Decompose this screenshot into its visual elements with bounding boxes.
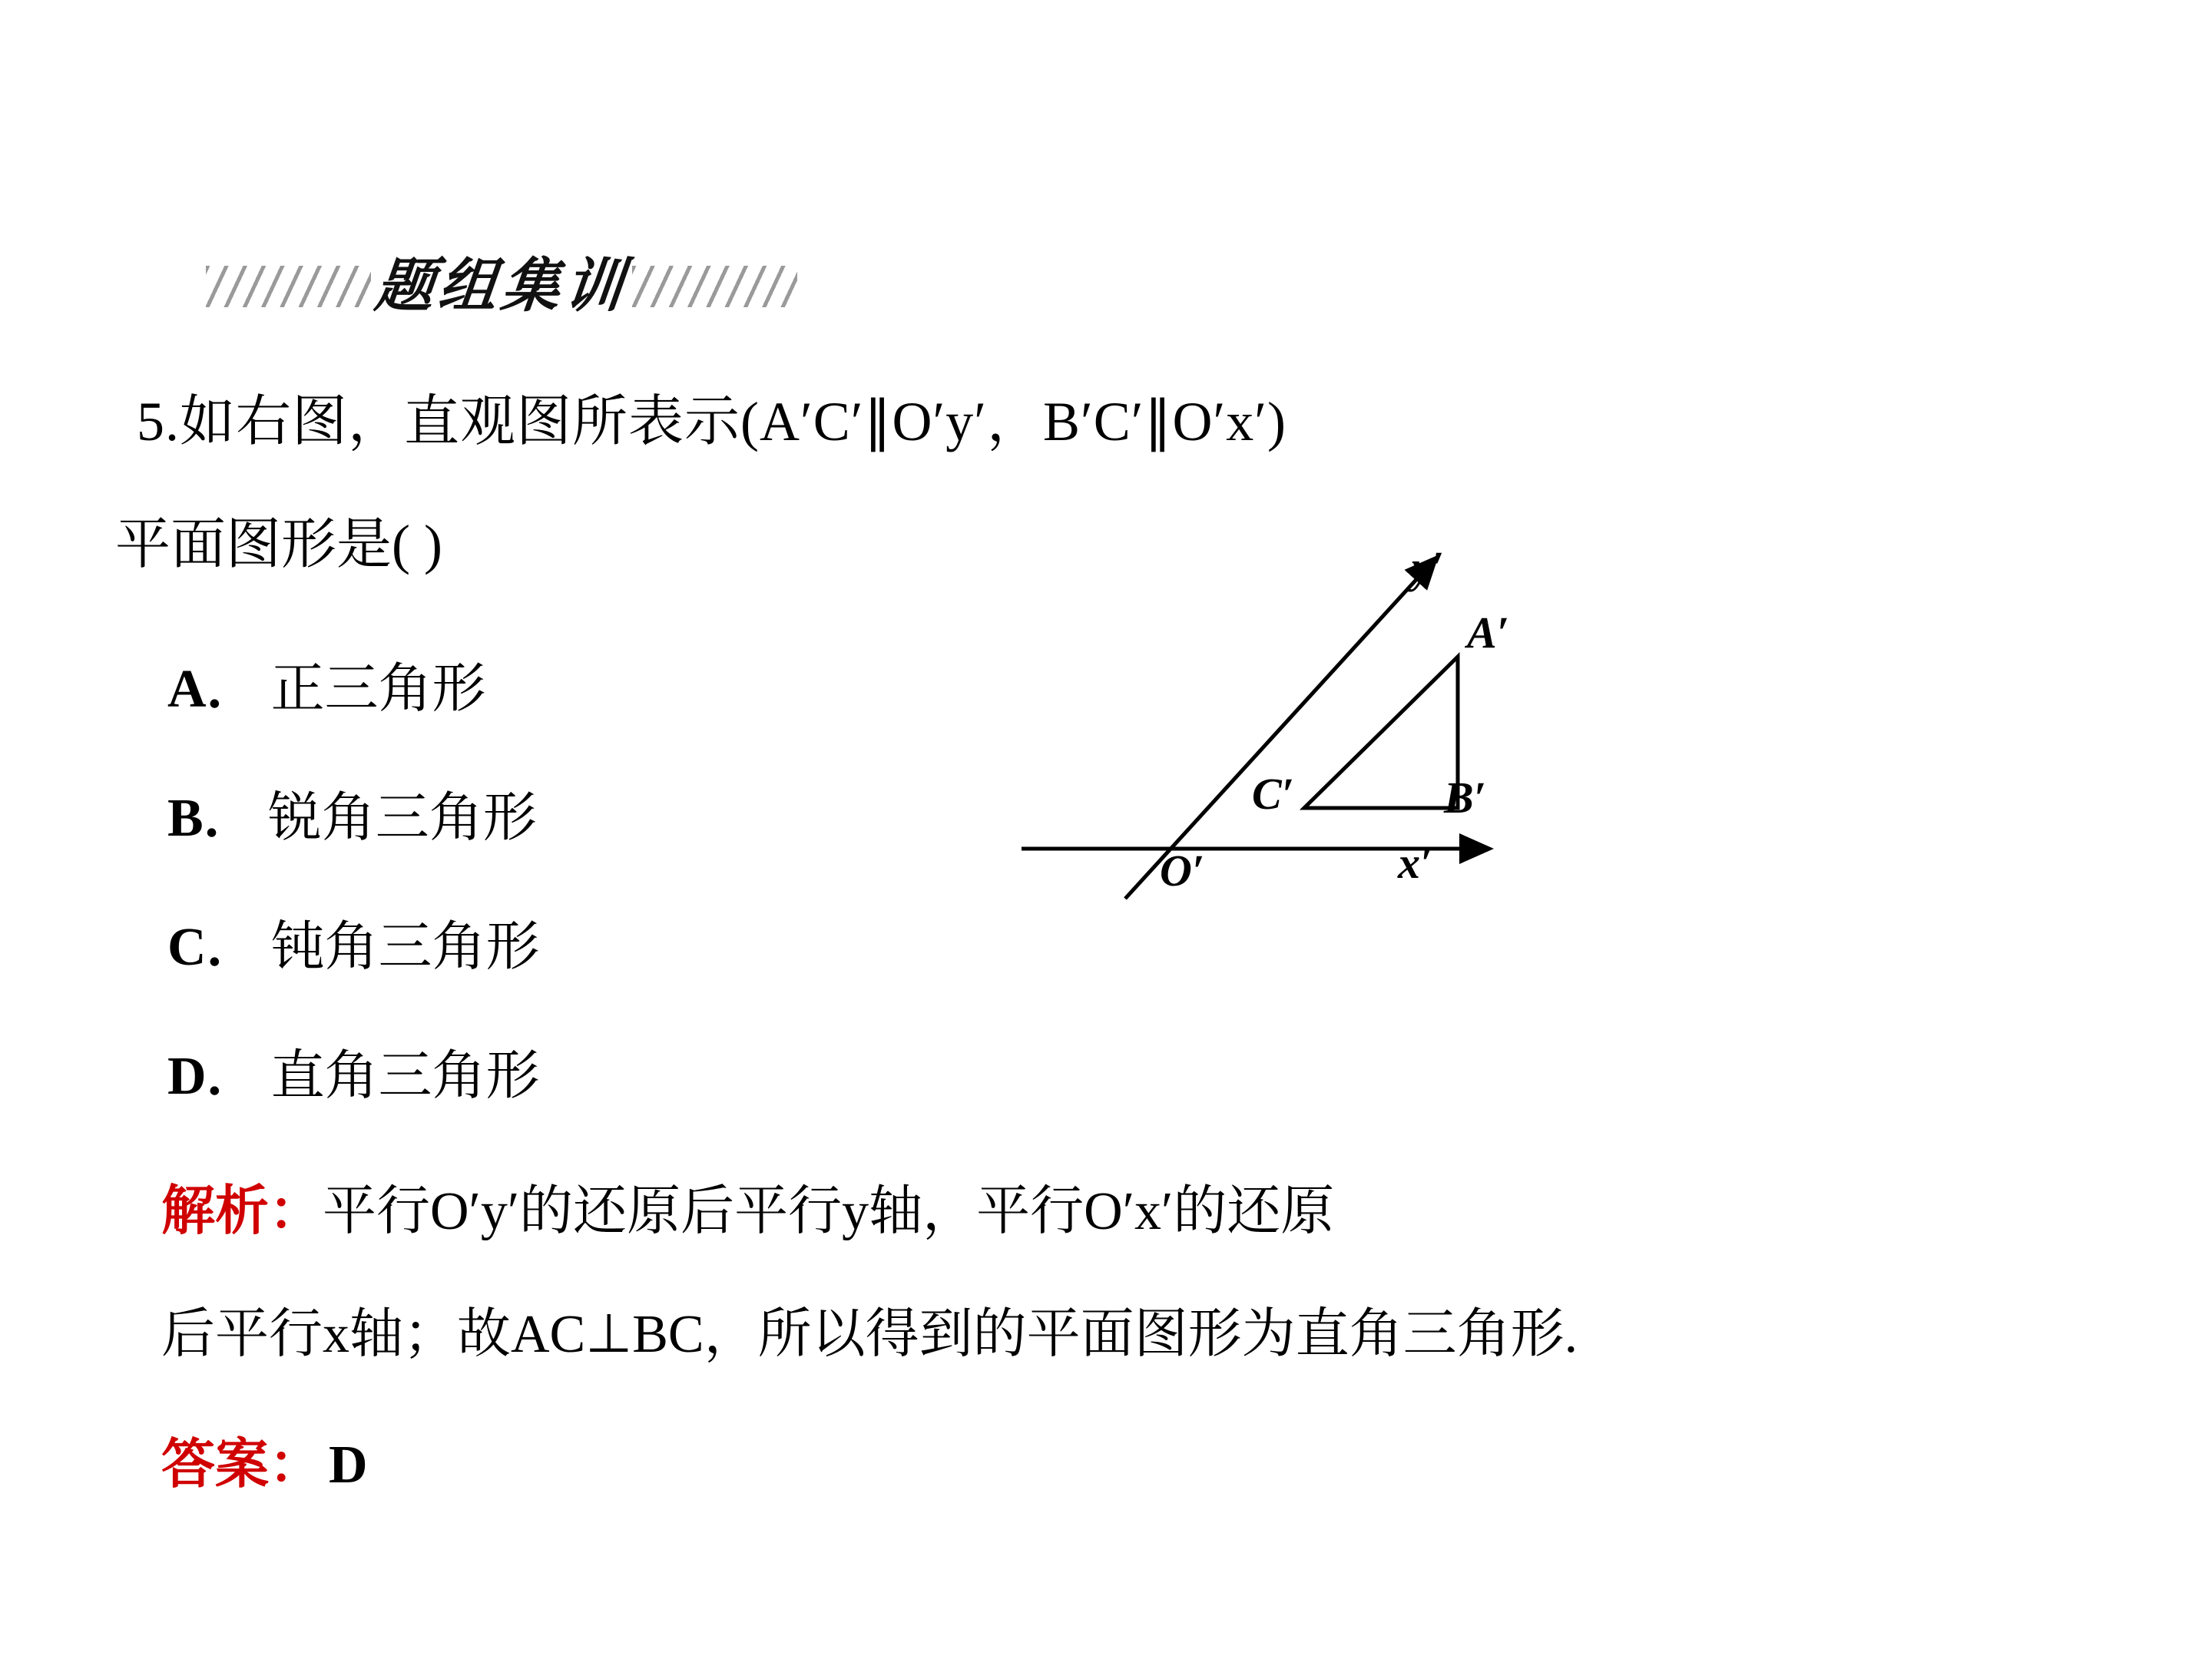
option-d-text: 直角三角形 <box>270 1047 540 1106</box>
diagonal-hatch-icon-left <box>206 266 371 307</box>
banner-title: 题组集训 <box>372 254 631 319</box>
diagonal-hatch-icon-right <box>632 266 797 307</box>
option-b-text: 锐角三角形 <box>267 789 537 848</box>
question-line-1-text: 5.如右图，直观图所表示(A′C′∥O′y′，B′C′∥O′x′) <box>137 391 1287 452</box>
figure-label-point-b: B′ <box>1444 773 1486 823</box>
option-d[interactable] <box>167 1032 540 1110</box>
figure-label-x-axis: x′ <box>1398 838 1433 888</box>
option-c-label: C． <box>167 918 260 977</box>
answer-label: 答案： <box>161 1435 323 1495</box>
option-a-label: A． <box>167 660 260 719</box>
question-line-2-text: 平面图形是( ) <box>115 514 442 575</box>
explanation-label: 解析： <box>161 1182 323 1241</box>
option-c[interactable] <box>167 903 540 981</box>
figure-svg <box>1014 538 1598 968</box>
option-b[interactable] <box>167 774 537 852</box>
figure-label-point-a: A′ <box>1467 608 1509 657</box>
explanation-text-1: 平行O′y′的还原后平行y轴，平行O′x′的还原 <box>323 1182 1335 1241</box>
option-a-text: 正三角形 <box>270 660 486 719</box>
figure-label-origin: O′ <box>1160 846 1205 896</box>
answer-row <box>161 1421 368 1498</box>
geometry-figure <box>1014 538 1598 968</box>
explanation-text-2: 后平行x轴；故AC⊥BC，所以得到的平面图形为直角三角形. <box>161 1305 1578 1364</box>
option-c-text: 钝角三角形 <box>270 918 540 977</box>
question-line-2 <box>115 499 442 579</box>
option-a[interactable] <box>167 645 486 723</box>
question-line-1 <box>137 376 1286 456</box>
explanation-line-2 <box>161 1290 1578 1368</box>
figure-label-point-c: C′ <box>1252 769 1294 819</box>
explanation-line-1 <box>161 1167 1334 1245</box>
answer-value: D <box>329 1435 368 1495</box>
option-d-label: D． <box>167 1047 260 1106</box>
figure-label-y-axis: y′ <box>1412 542 1445 592</box>
option-b-label: B． <box>167 789 257 848</box>
section-banner <box>206 254 797 319</box>
